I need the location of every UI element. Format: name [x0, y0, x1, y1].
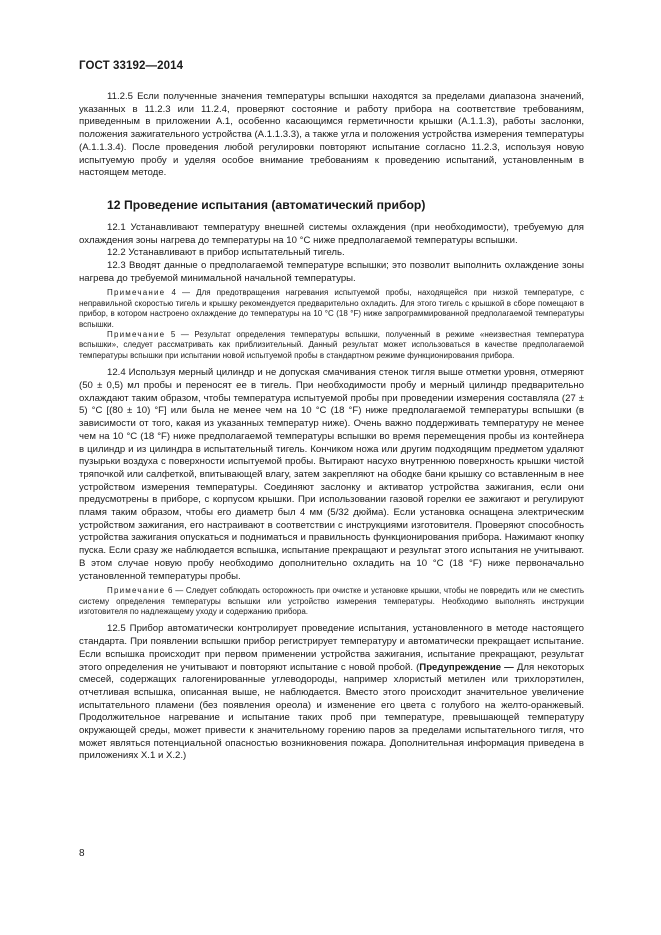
note-5-text: 5 — Результат определения температуры вспышки, полученный в режиме «неизвестная температура вспышки», следует рассматривать как приблизительный. Данный результат может использоваться в качестве предполагаемой температуры вспышки при испытании новой испытуемой пробы в стандартном режиме функционирования прибора.: [79, 330, 584, 360]
note-4-text: 4 — Для предотвращения нагревания испытуемой пробы, находящейся при низкой температуре, с неправильной скоростью тигель и крышку рекомендуется предварительно охладить. Для этого тигель с крышкой в сборе помещают в прибор, в котором настроено охлаждение до температуры на 10 °С (18 °F) ниже запрограммированной предполагаемой температуры вспышки.: [79, 288, 584, 329]
page-number: 8: [79, 848, 85, 859]
page-content: [79, 91, 584, 763]
note-4: [79, 288, 584, 330]
note-5-label: Примечание: [107, 330, 166, 340]
note-6: [79, 586, 584, 617]
clause-12-2: 12.2 Устанавливают в прибор испытательный тигель.: [107, 247, 345, 259]
document-code-header: ГОСТ 33192—2014: [79, 60, 184, 72]
clause-12-5-end: Для некоторых смесей, содержащих галогенированные углеводороды, например хлористый метилен или трихлорэтилен, отчетливая вспышка, описанная выше, не наблюдается. Вместо этого происходит значительное увеличение испытательного пламени (без появления ореола) и изменение его цвета с голубого на желто-оранжевый. Продолжительное нагревание и испытание таких проб при температуре, превышающей температуру окружающей среды, может привести к значительному горению паров за пределами испытательного тигля, что может являться потенциальной опасностью возникновения пожара. Дополнительная информация приведена в приложениях Х.1 и Х.2.): [79, 661, 584, 762]
section-12-heading: 12 Проведение испытания (автоматический прибор): [107, 197, 426, 212]
note-4-label: Примечание: [107, 288, 166, 298]
note-5: [79, 330, 584, 361]
clause-12-5: [79, 623, 584, 763]
note-6-text: 6 — Следует соблюдать осторожность при очистке и установке крышки, чтобы не повредить или не сместить систему определения температуры вспышки или устройство измерения температуры. Необходимо выполнять инструкции изготовителя по надлежащему уходу и содержанию прибора.: [79, 586, 584, 617]
clause-12-1: 12.1 Устанавливают температуру внешней системы охлаждения (при необходимости), требуемую для охлаждения зоны нагрева до температуры на 10 °С ниже предполагаемой температуры вспышки.: [79, 221, 584, 246]
clause-12-4: 12.4 Используя мерный цилиндр и не допуская смачивания стенок тигля выше отметки уровня, отмеряют (50 ± 0,5) мл пробы и переносят ее в тигель. При необходимости пробу и мерный цилиндр предварительно охлаждают таким образом, чтобы температура испытуемой пробы при проведении измерения составляла (27 ± 5) °С [(80 ± 10) °F] или была не менее чем на 10 °С (18 °F) ниже предполагаемой температуры вспышки (в зависимости от того, какая из указанных температур ниже). Очень важно поддерживать температуру не менее чем на 10 °С (18 °F) ниже предполагаемой температуры вспышки во время перемещения пробы из контейнера в цилиндр и из цилиндра в испытательный тигель. Кончиком ножа или другим подходящим предметом удаляют пузырьки воздуха с поверхности испытуемой пробы. Вытирают насухо внутреннюю поверхность крышки чистой тряпочкой или салфеткой, впитывающей влагу, затем закрепляют на ободке бани крышку со вставленным в нее устройством измерения температуры. Соединяют заслонку и активатор устройства зажигания, если они предусмотрены в приборе, с корпусом крышки. При использовании газовой горелки ее зажигают и регулируют пламя таким образом, чтобы его диаметр был 4 мм (5/32 дюйма). Если установка оснащена электрическим устройством зажигания, его настраивают в соответствии с инструкциями изготовителя. Проверяют способность устройства зажигания опускаться и подниматься и правильность функционирования прибора. Нажимают кнопку пуска. Если сразу же наблюдается вспышка, испытание прекращают и результат этого испытания не учитывают. В этом случае новую пробу необходимо дополнительно охладить на 10 °С (18 °F) ниже первоначально установленной температуры пробы.: [79, 367, 584, 582]
warning-label: Предупреждение —: [419, 661, 514, 673]
clause-12-3: 12.3 Вводят данные о предполагаемой температуре вспышки; это позволит выполнить охлаждение зоны нагрева до требуемой минимальной начальной температуры.: [79, 260, 584, 284]
note-6-label: Примечание: [107, 586, 166, 596]
clause-12-5-start: 12.5 Прибор автоматически контролирует проведение испытания, установленного в методе настоящего стандарта. При появлении вспышки прибор регистрирует температуру и автоматически прекращает испытание. Если вспышка происходит при первом применении устройства зажигания, испытание прекращают, результат этого определения не учитывают и повторяют испытание с новой пробой. (: [79, 623, 584, 673]
clause-11-2-5: 11.2.5 Если полученные значения температуры вспышки находятся за пределами диапазона значений, указанных в 11.2.3 или 11.2.4, проверяют состояние и работу прибора на соответствие требованиям, приведенным в приложении А.1, особенно касающимся герметичности крышки (А.1.1.3), работы заслонки, положения зажигательного устройства (А.1.1.3.3), а также угла и положения устройства измерения температуры (А.1.1.3.4). После проведения любой регулировки повторяют испытание согласно 11.2.3, используя новую испытуемую пробу и уделяя особое внимание требованиям к проведению испытаний, установленным в настоящем методе.: [79, 91, 584, 179]
